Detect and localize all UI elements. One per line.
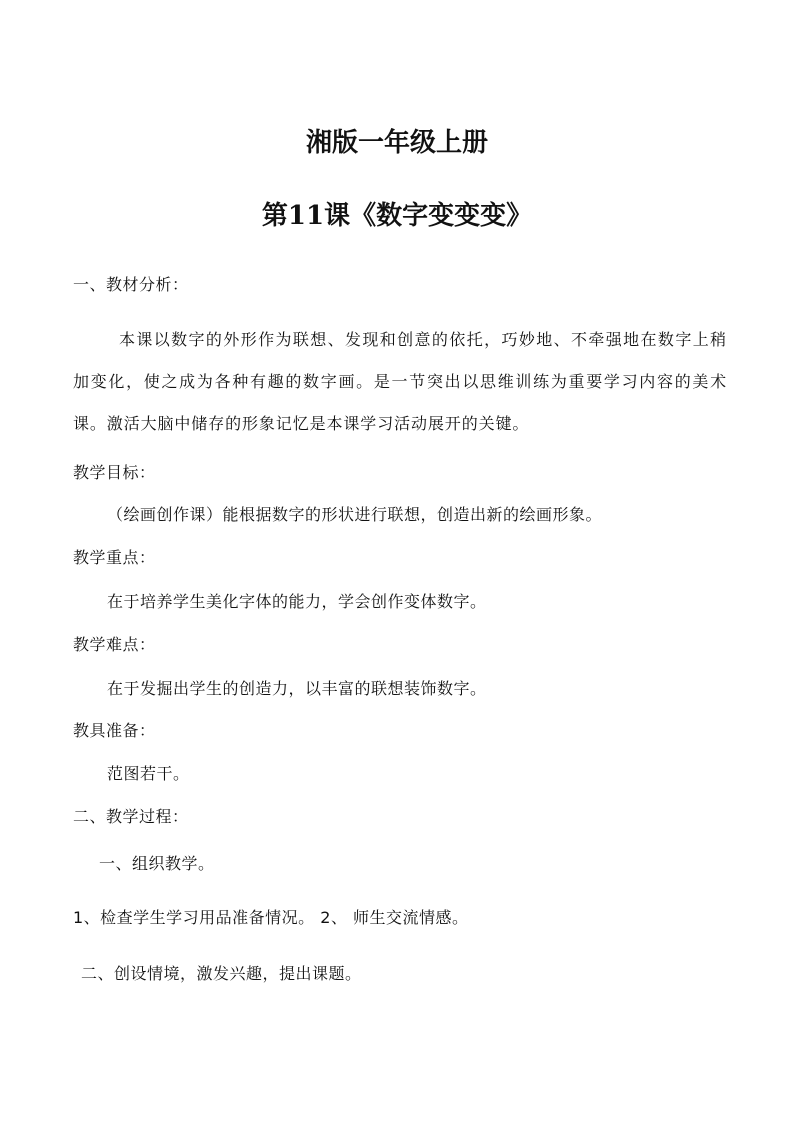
teaching-focus-text: 在于培养学生美化字体的能力，学会创作变体数字。 xyxy=(107,592,487,611)
teaching-process-heading: 二、教学过程： xyxy=(73,807,189,826)
process-step-1-detail: 1、检查学生学习用品准备情况。 2、 师生交流情感。 xyxy=(73,908,469,927)
material-analysis-text: 本课以数字的外形作为联想、发现和创意的依托，巧妙地、不牵强地在数字上稍加变化，使之成为各种有趣的数字画。是一节突出以思维训练为重要学习内容的美术课。激活大脑中储存的形象记忆是本课学习活动展开的关键。 xyxy=(73,330,727,433)
teaching-focus-heading: 教学重点： xyxy=(73,548,156,567)
teaching-difficulty-text: 在于发掘出学生的创造力，以丰富的联想装饰数字。 xyxy=(107,679,487,698)
teaching-goal-heading: 教学目标： xyxy=(73,463,156,482)
teaching-tools-text: 范图若干。 xyxy=(107,764,190,783)
document-title: 湘版一年级上册 xyxy=(305,128,488,158)
process-step-1: 一、组织教学。 xyxy=(99,854,215,873)
lesson-title: 第11课《数字变变变》 xyxy=(261,201,533,231)
teaching-goal-text: （绘画创作课）能根据数字的形状进行联想，创造出新的绘画形象。 xyxy=(107,505,603,524)
material-analysis-heading: 一、教材分析： xyxy=(73,275,189,294)
process-step-2: 二、创设情境，激发兴趣，提出课题。 xyxy=(81,964,362,983)
teaching-difficulty-heading: 教学难点： xyxy=(73,635,156,654)
teaching-tools-heading: 教具准备： xyxy=(73,721,156,740)
